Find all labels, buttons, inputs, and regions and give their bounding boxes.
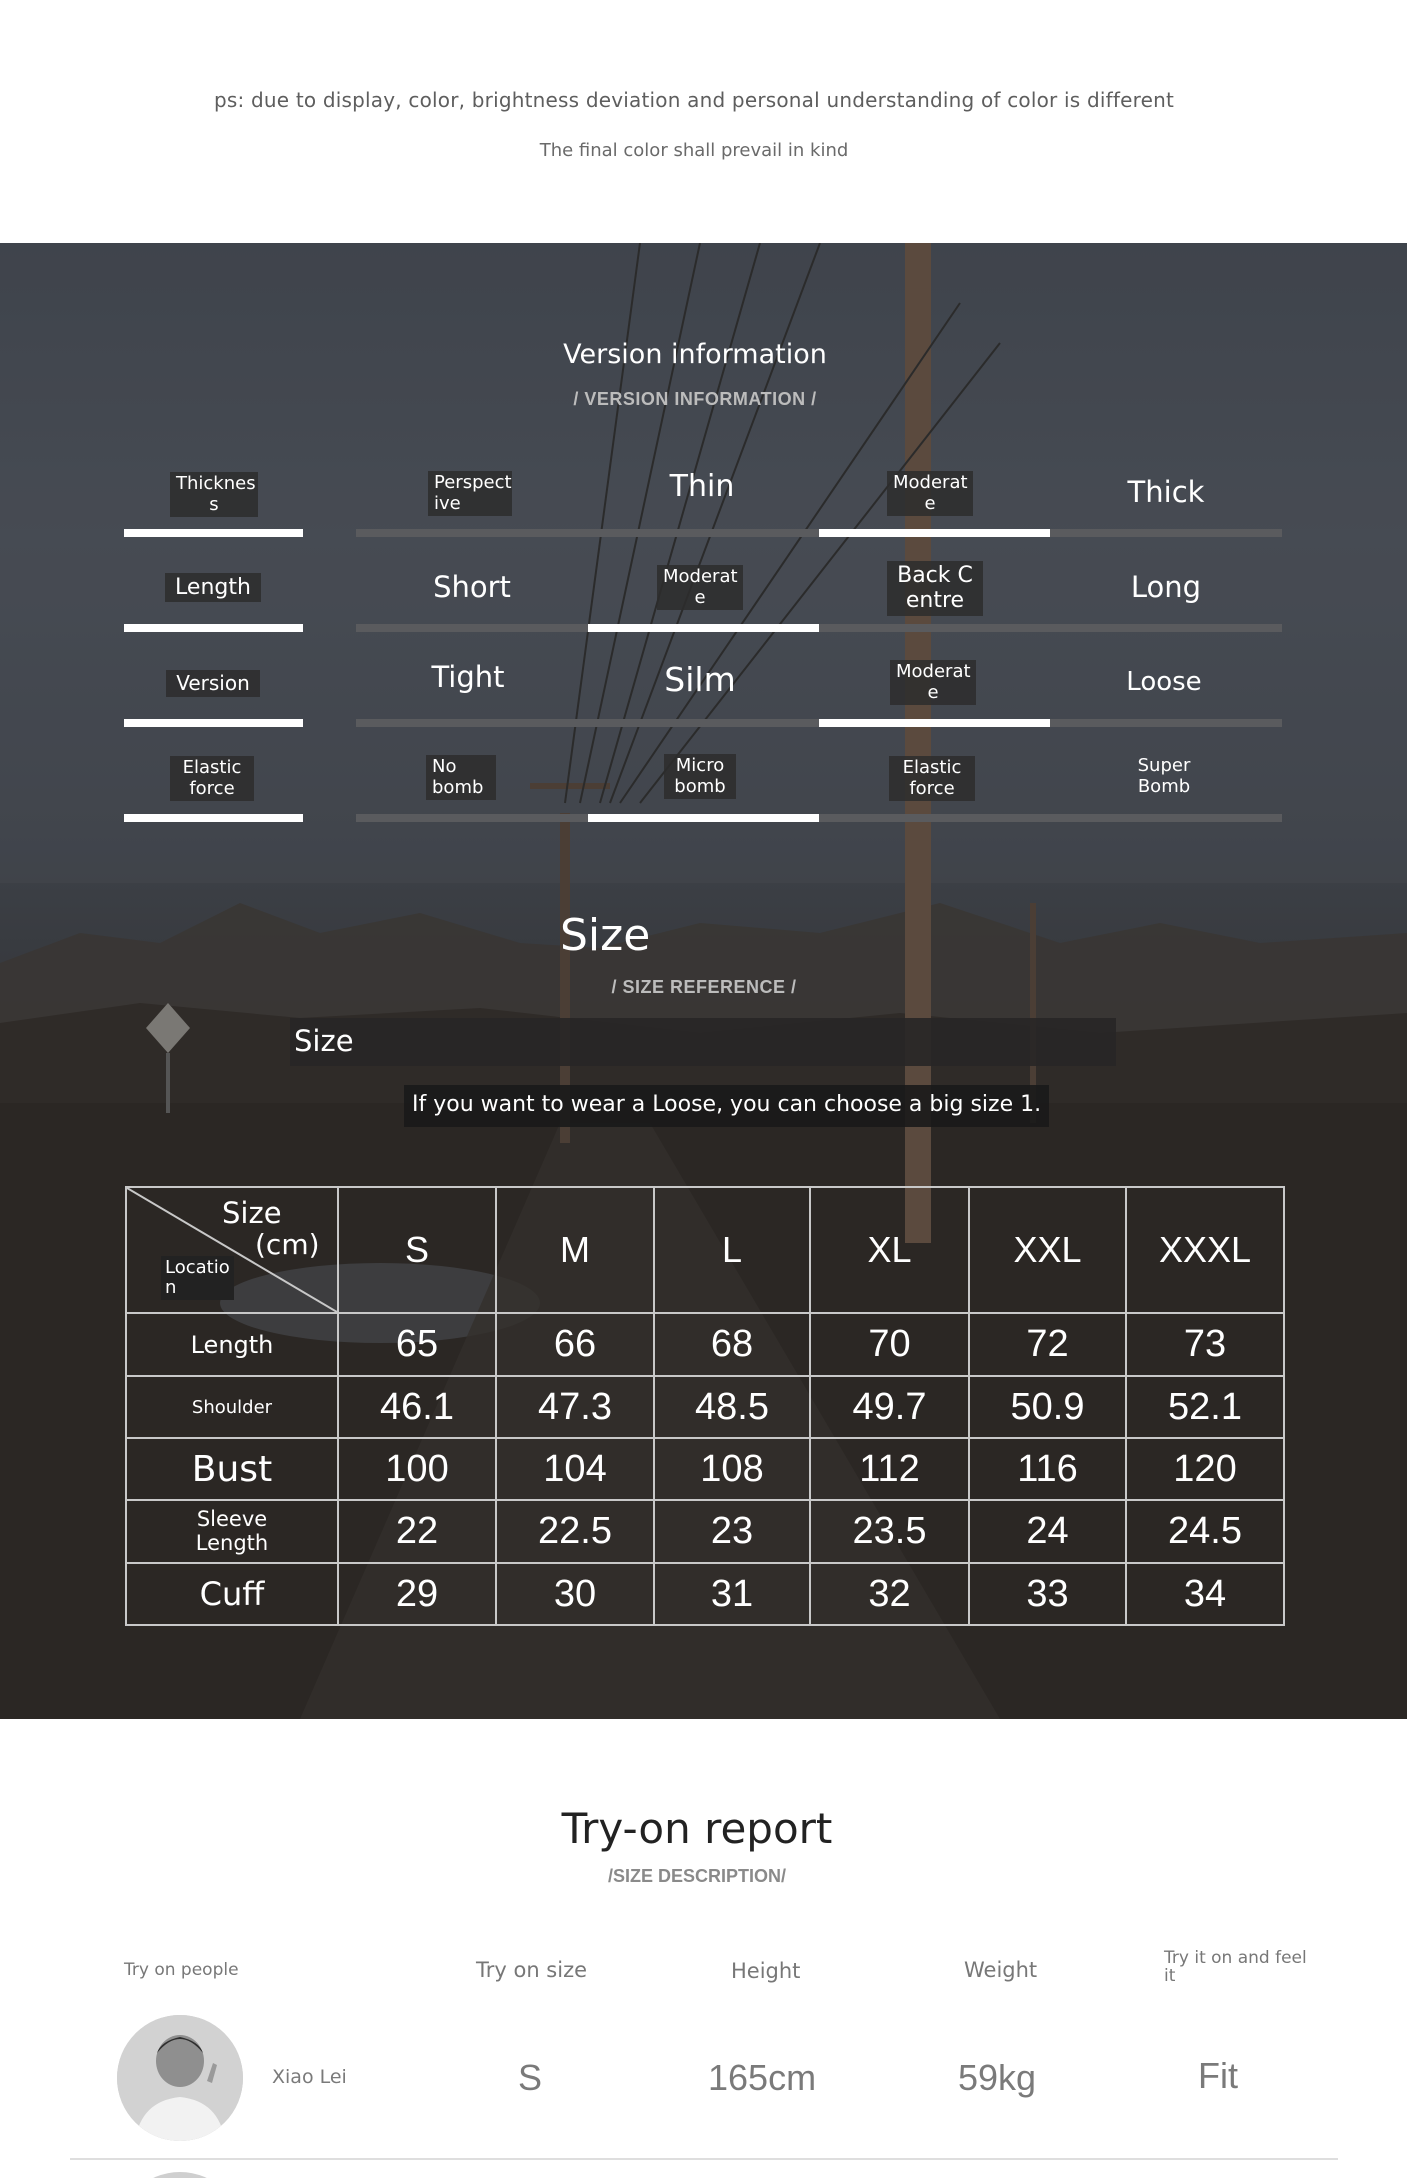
table-cell: 66 <box>496 1313 654 1376</box>
tryon-weight: 59kg <box>958 2057 1037 2098</box>
version-option-track <box>356 814 1282 822</box>
size-table <box>125 1186 1285 1626</box>
tryon-header-height: Height <box>731 1959 801 1983</box>
version-option-track-selected <box>819 719 1050 727</box>
version-option-track-selected <box>819 529 1050 537</box>
version-option-super-bomb[interactable]: Super Bomb <box>1137 755 1191 797</box>
tryon-header-size: Try on size <box>476 1958 588 1982</box>
table-cell: 65 <box>338 1313 496 1376</box>
version-option-thin[interactable]: Thin <box>669 469 735 504</box>
corner-unit-label: (cm) <box>255 1228 320 1261</box>
version-row-label-bar <box>124 529 303 537</box>
table-row <box>126 1438 1284 1500</box>
tryon-height: 165cm <box>708 2057 817 2098</box>
table-cell: 48.5 <box>654 1376 810 1438</box>
size-col-xl[interactable]: XL <box>810 1187 969 1313</box>
tryon-feel: Fit <box>1198 2055 1238 2096</box>
version-option-moderate[interactable]: Moderat e <box>887 471 973 516</box>
version-option-silm[interactable]: Silm <box>664 660 736 699</box>
size-banner <box>290 1018 1116 1066</box>
version-option-track-selected <box>588 814 819 822</box>
row-label-sleeve-length: Sleeve Length <box>126 1500 338 1563</box>
table-cell: 34 <box>1126 1563 1284 1625</box>
version-option-elastic-force[interactable]: Elastic force <box>889 756 975 801</box>
table-cell: 22 <box>338 1500 496 1563</box>
version-option-moderate[interactable]: Moderat e <box>890 660 976 705</box>
version-option-moderate[interactable]: Moderat e <box>657 565 743 610</box>
table-row <box>126 1376 1284 1438</box>
size-hint: If you want to wear a Loose, you can choose a big size 1. <box>404 1085 1049 1127</box>
tryon-row-divider <box>70 2158 1338 2160</box>
table-cell: 29 <box>338 1563 496 1625</box>
version-option-track-selected <box>588 624 819 632</box>
size-col-m[interactable]: M <box>496 1187 654 1313</box>
table-cell: 73 <box>1126 1313 1284 1376</box>
table-cell: 47.3 <box>496 1376 654 1438</box>
version-info-subtitle: / VERSION INFORMATION / <box>573 389 817 409</box>
version-option-no-bomb[interactable]: No bomb <box>426 755 496 800</box>
version-option-perspective[interactable]: Perspect ive <box>428 471 512 516</box>
table-cell: 68 <box>654 1313 810 1376</box>
version-row-label-thickness: Thicknes s <box>170 472 258 517</box>
table-cell: 52.1 <box>1126 1376 1284 1438</box>
row-label-cuff: Cuff <box>126 1563 338 1625</box>
table-cell: 31 <box>654 1563 810 1625</box>
avatar <box>117 2172 243 2178</box>
version-option-loose[interactable]: Loose <box>1126 667 1202 697</box>
size-table-corner <box>126 1187 338 1313</box>
table-cell: 72 <box>969 1313 1126 1376</box>
version-option-micro-bomb[interactable]: Micro bomb <box>664 754 736 799</box>
tryon-subtitle: /SIZE DESCRIPTION/ <box>607 1866 787 1886</box>
tryon-header-people: Try on people <box>124 1960 239 1980</box>
version-option-tight[interactable]: Tight <box>431 660 505 694</box>
tryon-title: Try-on report <box>561 1804 833 1853</box>
version-option-long[interactable]: Long <box>1130 570 1202 604</box>
table-cell: 70 <box>810 1313 969 1376</box>
tryon-size: S <box>518 2057 543 2098</box>
table-cell: 104 <box>496 1438 654 1500</box>
version-option-thick[interactable]: Thick <box>1127 475 1205 509</box>
version-row-label-elastic: Elastic force <box>170 756 254 801</box>
tryon-name: Xiao Lei <box>272 2066 347 2088</box>
table-cell: 120 <box>1126 1438 1284 1500</box>
version-option-short[interactable]: Short <box>433 570 511 604</box>
table-cell: 22.5 <box>496 1500 654 1563</box>
size-col-xxxl[interactable]: XXXL <box>1126 1187 1284 1313</box>
person-photo-icon <box>117 2015 243 2141</box>
row-label-length: Length <box>126 1313 338 1376</box>
size-col-l[interactable]: L <box>654 1187 810 1313</box>
table-cell: 24 <box>969 1500 1126 1563</box>
version-option-back-centre[interactable]: Back C entre <box>887 561 983 616</box>
size-table-header-row <box>126 1187 1284 1313</box>
version-row-label-bar <box>124 624 303 632</box>
table-cell: 24.5 <box>1126 1500 1284 1563</box>
corner-size-label: Size <box>222 1196 282 1230</box>
tryon-header-feel: Try it on and feel it <box>1164 1948 1307 1986</box>
size-col-xxl[interactable]: XXL <box>969 1187 1126 1313</box>
table-cell: 32 <box>810 1563 969 1625</box>
version-row-label-bar <box>124 719 303 727</box>
table-cell: 100 <box>338 1438 496 1500</box>
version-option-track <box>356 624 1282 632</box>
size-subtitle: / SIZE REFERENCE / <box>611 977 797 997</box>
row-label-shoulder: Shoulder <box>126 1376 338 1438</box>
version-row-label-version: Version <box>166 670 260 697</box>
row-label-bust: Bust <box>126 1438 338 1500</box>
size-banner-label: Size <box>294 1024 354 1058</box>
table-row <box>126 1313 1284 1376</box>
table-cell: 49.7 <box>810 1376 969 1438</box>
tryon-header-weight: Weight <box>964 1958 1038 1982</box>
table-row <box>126 1563 1284 1625</box>
version-info-title: Version information <box>563 339 827 370</box>
size-col-s[interactable]: S <box>338 1187 496 1313</box>
table-cell: 46.1 <box>338 1376 496 1438</box>
table-cell: 112 <box>810 1438 969 1500</box>
table-cell: 30 <box>496 1563 654 1625</box>
color-disclaimer-line1: ps: due to display, color, brightness deviation and personal understanding of color is different <box>213 88 1175 112</box>
version-row-label-bar <box>124 814 303 822</box>
table-cell: 116 <box>969 1438 1126 1500</box>
table-cell: 23.5 <box>810 1500 969 1563</box>
table-cell: 50.9 <box>969 1376 1126 1438</box>
avatar <box>117 2015 243 2141</box>
size-title: Size <box>560 910 651 961</box>
table-cell: 23 <box>654 1500 810 1563</box>
corner-location-label: Locatio n <box>161 1256 234 1300</box>
table-cell: 108 <box>654 1438 810 1500</box>
version-row-label-length: Length <box>165 573 261 602</box>
color-disclaimer-line2: The final color shall prevail in kind <box>539 140 849 161</box>
table-cell: 33 <box>969 1563 1126 1625</box>
table-row <box>126 1500 1284 1563</box>
